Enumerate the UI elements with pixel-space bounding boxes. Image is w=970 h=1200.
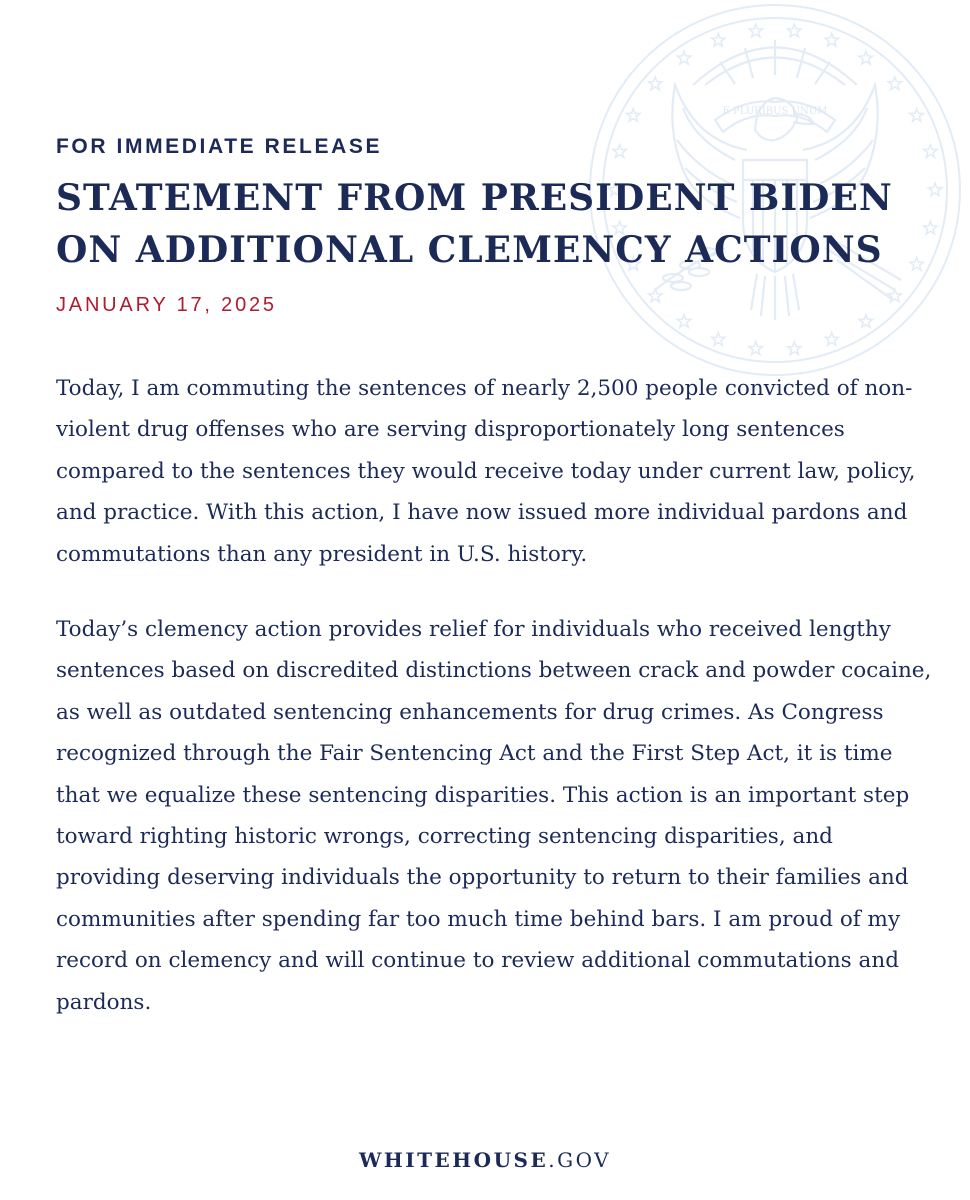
seal-star-icon <box>649 289 662 302</box>
seal-star-icon <box>749 24 762 37</box>
title-line-2: ON ADDITIONAL CLEMENCY ACTIONS <box>56 229 883 271</box>
seal-star-icon <box>712 333 725 346</box>
seal-star-icon <box>825 33 838 46</box>
seal-star-icon <box>825 333 838 346</box>
seal-star-icon <box>712 33 725 46</box>
seal-star-icon <box>678 315 691 328</box>
seal-star-icon <box>627 109 640 122</box>
release-date: JANUARY 17, 2025 <box>56 294 277 316</box>
body-paragraph-2: Today’s clemency action provides relief for individuals who received lengthy sentences based on discredited distinctions between crack and powder cocaine, as well as outdated sentencing enhancements for drug crimes. As Congress recognized through the Fair Sentencing Act and the First Step Act, it is time that we equalize these sentencing disparities. This action is an important step toward righting historic wrongs, correcting sentencing disparities, and providing deserving individuals the opportunity to return to their families and communities after spending far too much time behind bars. I am proud of my record on clemency and will continue to review additional commutations and pardons. <box>56 617 932 1015</box>
seal-star-icon <box>678 51 691 64</box>
footer-tld: .GOV <box>548 1148 612 1172</box>
seal-star-icon <box>859 51 872 64</box>
seal-star-icon <box>888 289 901 302</box>
release-label: FOR IMMEDIATE RELEASE <box>56 135 383 158</box>
body-paragraph-1: Today, I am commuting the sentences of nearly 2,500 people convicted of non-violent drug offenses who are serving disproportionately long sentences compared to the sentences they would receive today under current law, policy, and practice. With this action, I have now issued more individual pardons and commutations than any president in U.S. history. <box>56 376 916 567</box>
seal-star-icon <box>749 342 762 355</box>
seal-star-icon <box>910 109 923 122</box>
title-line-1: STATEMENT FROM PRESIDENT BIDEN <box>56 177 893 219</box>
seal-star-icon <box>888 77 901 90</box>
statement-title <box>56 172 936 276</box>
footer-url <box>0 1148 970 1172</box>
seal-star-icon <box>649 77 662 90</box>
seal-star-icon <box>613 145 626 158</box>
seal-star-icon <box>788 24 801 37</box>
footer-domain: WHITEHOUSE <box>358 1148 549 1172</box>
seal-motto: E PLURIBUS UNUM <box>722 106 828 117</box>
seal-star-icon <box>924 145 937 158</box>
seal-star-icon <box>788 342 801 355</box>
seal-star-icon <box>859 315 872 328</box>
statement-body <box>56 368 936 1023</box>
